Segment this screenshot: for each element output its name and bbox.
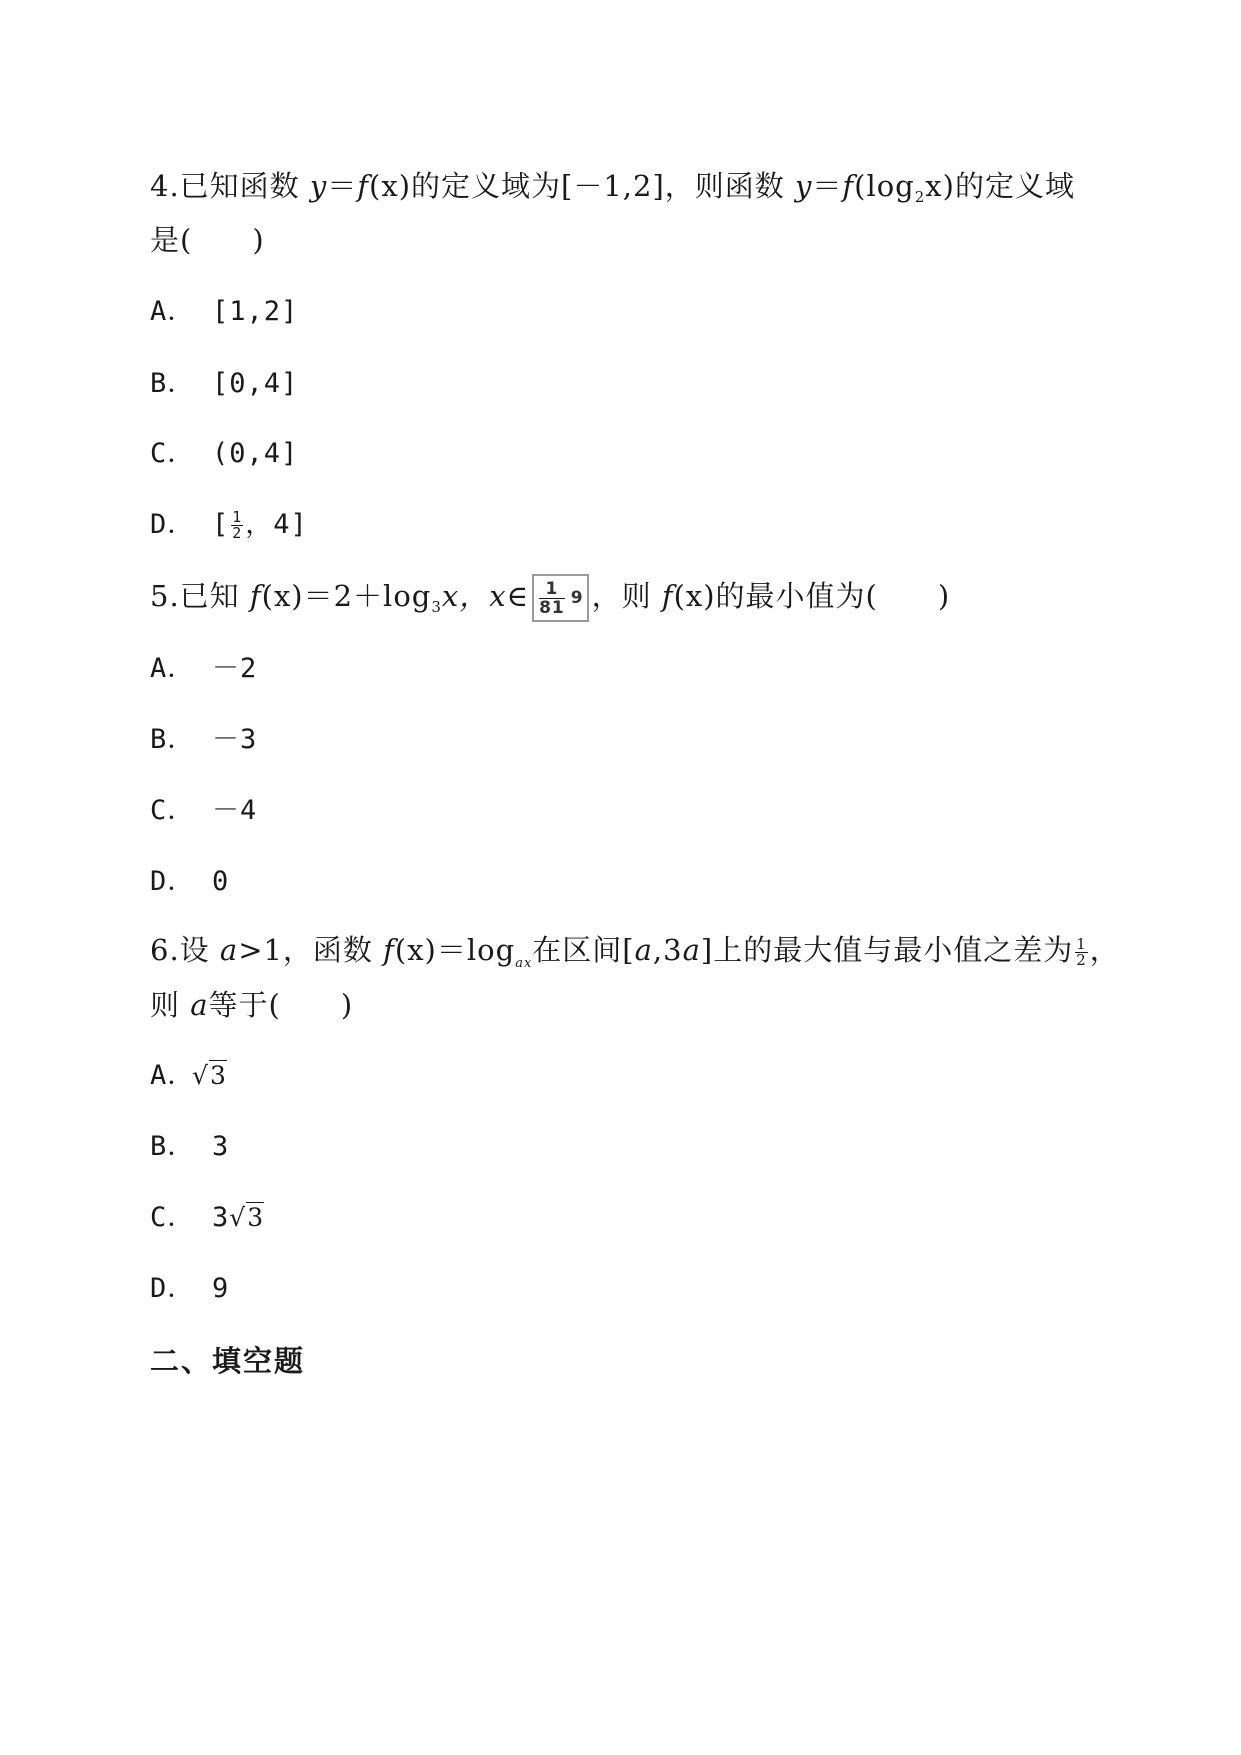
q6-var-a: a [634, 933, 653, 967]
option-text: [0,4] [212, 368, 299, 399]
option-label: B． [150, 368, 196, 399]
q5-paren-x2: (x) [673, 579, 716, 613]
q6-var-a: a [682, 933, 701, 967]
fraction [539, 580, 565, 617]
q6-stem-line1 [150, 930, 1120, 984]
q4-option-d[interactable] [150, 505, 308, 545]
q5-stem [150, 574, 950, 627]
option-label: D． [150, 1273, 196, 1304]
sqrt-icon: √ [192, 1061, 209, 1090]
option-text: －4 [212, 795, 258, 826]
q6-option-c[interactable] [150, 1198, 264, 1238]
q6-text: 则 [150, 988, 191, 1022]
option-text: －3 [212, 724, 258, 755]
q5-var-f2: f [661, 579, 674, 613]
q6-var-a: a [219, 933, 239, 967]
q6-text: 在区间[ [532, 933, 635, 967]
option-text: 9 [212, 1273, 230, 1304]
q4-stem-line1 [150, 166, 1075, 217]
q5-text: 5.已知 [150, 579, 250, 613]
option-text: [ [212, 509, 230, 540]
q6-paren-x: (x) [394, 933, 437, 967]
q6-var-f: f [383, 933, 395, 967]
option-text: [1,2] [212, 296, 299, 327]
option-label: B． [150, 724, 196, 755]
q4-text: 4.已知函数 [150, 169, 310, 203]
option-label: D． [150, 866, 196, 897]
q6-var-a: a [190, 988, 209, 1022]
option-text: 3 [212, 1202, 230, 1233]
q4-stem-line2 [150, 220, 265, 260]
q4-option-b[interactable] [150, 364, 298, 404]
q4-log: (log [854, 169, 915, 203]
q6-option-d[interactable] [150, 1269, 229, 1309]
q4-text: 是( ) [150, 223, 265, 257]
q4-option-a[interactable] [150, 292, 298, 332]
q5-in-symbol: ∈ [506, 579, 530, 613]
fraction-denominator: 81 [539, 597, 565, 618]
option-text: －2 [212, 653, 258, 684]
q6-option-a[interactable] [150, 1056, 227, 1096]
q5-text: ，则 [591, 579, 662, 613]
q6-text: ]上的最大值与最小值之差为 [700, 933, 1074, 967]
fraction-numerator: 1 [1076, 934, 1087, 953]
q6-stem-line2 [150, 985, 353, 1025]
q4-paren-x: (x) [369, 169, 412, 203]
q6-text: ＝log [436, 933, 516, 967]
fraction [1075, 934, 1088, 969]
q6-text: ,3 [652, 933, 683, 967]
q4-var-y: y [309, 169, 328, 203]
q5-text: 的最小值为( ) [715, 579, 951, 613]
q4-text: 的定义域 [954, 169, 1075, 203]
q4-var-f2: f [842, 169, 855, 203]
q4-eq: ＝ [327, 169, 358, 203]
q5-option-d[interactable] [150, 862, 229, 902]
option-label: C． [150, 1202, 196, 1233]
option-label: A． [150, 1060, 196, 1091]
option-label: C． [150, 438, 196, 469]
option-label: D． [150, 509, 196, 540]
fraction-denominator: 2 [1076, 950, 1087, 969]
option-label: B． [150, 1131, 196, 1162]
sqrt-radicand: 3 [247, 1203, 265, 1232]
q5-var-x: x [489, 579, 507, 613]
q5-log-base: 3 [431, 598, 442, 616]
option-label: A． [150, 296, 196, 327]
q4-var-f: f [357, 169, 370, 203]
q5-option-c[interactable] [150, 791, 257, 831]
q6-text: 等于( ) [208, 988, 354, 1022]
option-label: A． [150, 653, 196, 684]
section-heading: 二、填空题 [150, 1344, 306, 1378]
q5-option-b[interactable] [150, 720, 257, 760]
sqrt-radicand: 3 [209, 1061, 227, 1090]
q5-var-f: f [249, 579, 262, 613]
fraction-denominator: 2 [232, 524, 243, 542]
q5-text: x， [441, 579, 490, 613]
q5-paren-x: (x) [261, 579, 304, 613]
sqrt-icon: √ [229, 1203, 247, 1232]
q6-log-base: ax [515, 956, 533, 971]
option-text: ，4] [245, 509, 308, 540]
fraction-numerator: 1 [545, 578, 559, 599]
q5-option-a[interactable] [150, 649, 257, 689]
option-text: (0,4] [212, 438, 299, 469]
q6-text: >1，函数 [238, 933, 384, 967]
q5-text: ＝2＋log [303, 579, 432, 613]
q5-interval-image [532, 574, 589, 622]
interval-upper: 9 [570, 588, 584, 608]
q4-text: 的定义域为[－1,2]，则函数 [411, 169, 795, 203]
q4-log-arg: x) [925, 169, 955, 203]
sqrt-expression [229, 1202, 264, 1232]
q4-option-c[interactable] [150, 434, 298, 474]
q4-log-base: 2 [914, 188, 926, 206]
q6-option-b[interactable] [150, 1127, 229, 1167]
q4-var-y2: y [794, 169, 813, 203]
fraction [231, 510, 243, 541]
option-text: 3 [212, 1131, 230, 1162]
q6-text: ， [1089, 933, 1120, 967]
fraction-numerator: 1 [232, 508, 243, 526]
q4-eq2: ＝ [812, 169, 843, 203]
option-text: 0 [212, 866, 230, 897]
q6-text: 6.设 [150, 933, 220, 967]
sqrt-expression [192, 1060, 227, 1090]
option-label: C． [150, 795, 196, 826]
